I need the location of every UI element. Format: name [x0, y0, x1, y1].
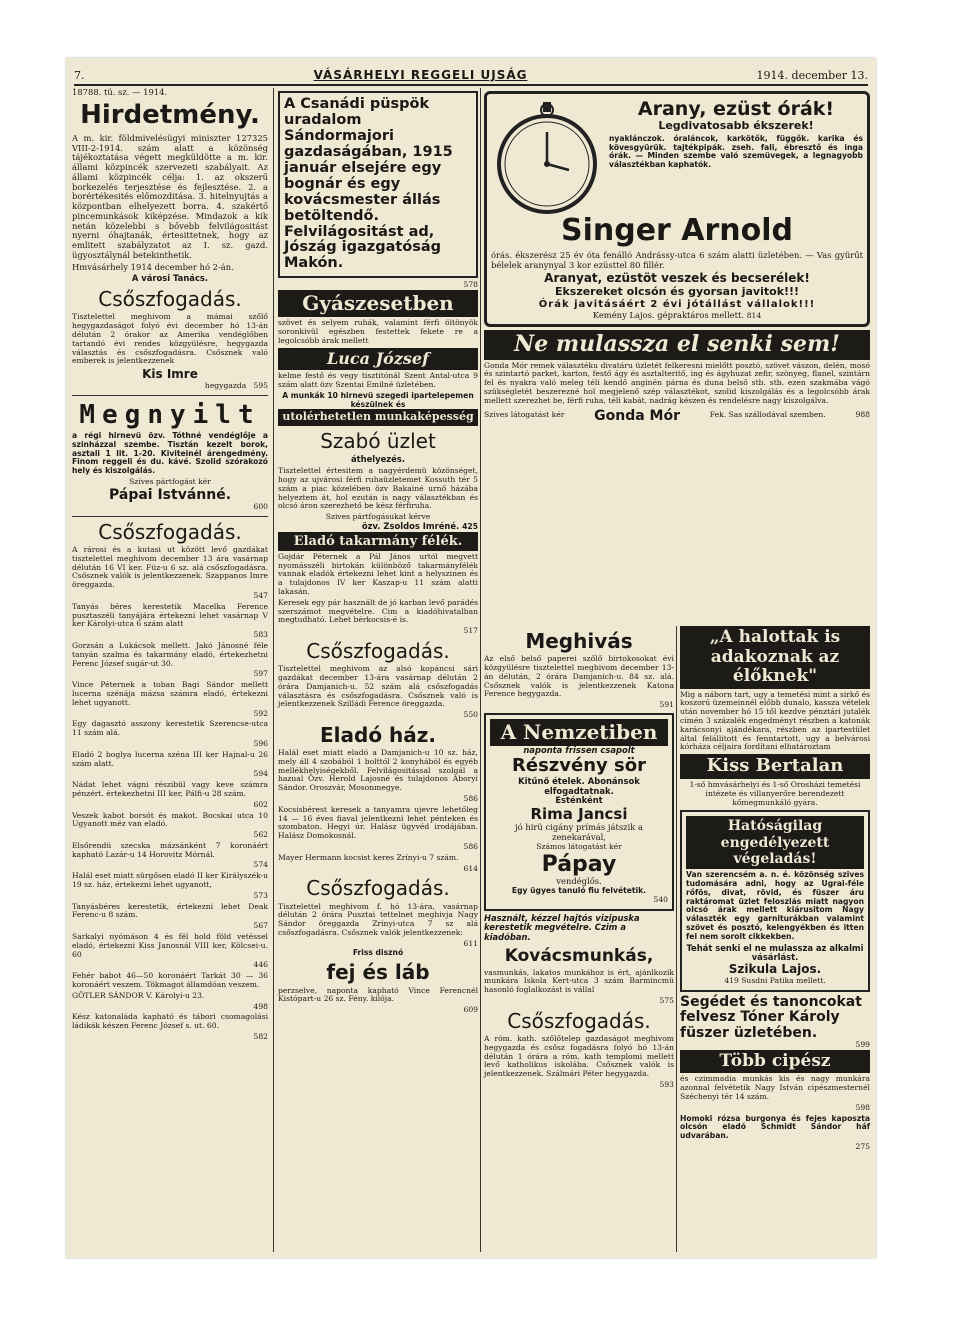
- szabo-sub: áthelyezés.: [350, 454, 406, 465]
- kovacs-title: Kovácsmunkás,: [504, 945, 654, 966]
- column-3-top: [484, 88, 870, 424]
- kiss-body: 1-ső hmvásárhelyi és 1-ső Orosházi temetési intézete és villanyerőre berendezett kőmegmunkáló gyára.: [689, 780, 861, 807]
- csoszfogadas-title: Csőszfogadás.: [98, 519, 242, 544]
- friss: Friss disznó: [352, 947, 404, 957]
- ad-number: 582: [253, 1032, 268, 1042]
- munka: A munkák 10 hirnevü szegedi ipartelepemen készülnek és: [282, 390, 474, 409]
- csoszfogadas-body: A róm. kath. szőlőtelep gazdaságot meghivom hegygazda és csősz fogadásra folyó hó 13-án délután 1 órára a róm. kath templomi mellett levő katholikus iskolába. Csősznek valók is jelentkezzenek. Szálmári Péter hegygazda.: [484, 1033, 674, 1079]
- csanadi-ad: A Csanádi püspök uradalom Sándormajori gazdaságában, 1915 január elsejére egy bognár és egy kovácsmester állás betöltendő. Felvilágositást ad, Jószág igazgatóság Makón.: [278, 91, 478, 278]
- ad-number: 547: [253, 590, 268, 600]
- kemeny: Kemény Lajos. gépraktáros mellett.: [592, 309, 745, 320]
- szabo-sign: özv. Zsoldos Imréné.: [361, 520, 460, 531]
- megnyilt-body: a régi hirnevü özv. Tóthné vendéglője a szinházzal szembe. Tisztán kezelt borok, asztali 1 lit. 1-20. Kiviteinél árengedmény. Finom reggeli és du. kávé. Szolid szórakozó hely és kiszolgálás.: [72, 430, 268, 476]
- pocket-watch-icon: [491, 102, 603, 214]
- ad-number: 591: [659, 700, 674, 710]
- kitono: Kitűnő ételek. Abonánsok elfogadtatnak.: [518, 775, 640, 796]
- column-rule: [480, 88, 481, 1252]
- ad-number: 614: [463, 863, 478, 873]
- ad-number: 602: [253, 799, 268, 809]
- gonda-sub: Szives látogatást kér: [484, 410, 565, 420]
- ad-number: 575: [659, 995, 674, 1005]
- small-ad: Vince Péternek a toban Bagi Sándor mellett lucerna szénája mázsa számra eladó, értekezni lehet ugyanott.: [72, 680, 268, 707]
- column-rule: [273, 88, 274, 1252]
- csoszfogadas-title: Csőszfogadás.: [306, 876, 450, 901]
- gyaszeset-title: Gyászesetben: [278, 290, 478, 317]
- orak: Órák javitásáért 2 évi jótállást vállalok!!!: [538, 298, 816, 310]
- elado-haz-body: Halál eset miatt eladó a Damjanich-u 10 sz. ház, mely áll 4 szobából 1 bolttól 2 konyhából és egyéb mellékhelyiségekből. Felvilágositással szolgál a hazual Özv. Herold Lajosné és tulajdonos Aboryi Sándor. Oroszvár, Mosonmegye.: [278, 748, 478, 793]
- megnyilt-title: Megnyilt: [79, 399, 261, 430]
- small-ad: Gorzsán a Lukácsok mellett. Jakó Jánosné féle tanyán szalma és takarmány eladó, értekezhetni Ferenc József sugár-ut 30.: [72, 640, 268, 668]
- csoszfogadas-body: Tisztelettel meghivom az alsó kopáncsi sári gazdákat december 13-ára vasárnap délután 2 órára Damjanich-u. 52 szám alá csőszfogadás választásra és csőszfogadásra. Csősznek való is jelentkezzenek Szilládi Ference öreggazda.: [278, 664, 478, 709]
- seged: Segédet és tanoncokat felvesz Tóner Károly füszer üzletében.: [680, 993, 862, 1041]
- ad-number: 609: [463, 1005, 478, 1015]
- small-ad: Nádat lehet vágni részibül vagy keve számra pénzért. értekezhetni III ker, Pálfi-u 28 szám.: [72, 780, 268, 798]
- ad-number: 446: [253, 960, 268, 970]
- ad-number: 598: [855, 1102, 870, 1112]
- papay: Pápay: [541, 851, 617, 877]
- halottak-body: Mig a náborn tart, ugy a temetési mint a sirkő és koszorú üzemeinnél előbb dunalo, kassza vételek után november hó 15 től kezdve pénztári jutalék címén 3 százalék engedményt részben a katonák karácsonyi ajándékara, részben az ipartestület által felállitott és fenntartott, ugy a belvárosi kórháza céljaira fordítani elhatároztam: [680, 689, 870, 752]
- aranyat: Aranyat, ezüstöt veszek és becserélek!: [544, 271, 810, 286]
- nemzetiben-ad: [484, 713, 674, 911]
- ad-number: 600: [253, 502, 268, 511]
- hasznalt: Használt, kézzel hajtós vizipuska kerestetik megvételre. Czim a kiadóban.: [484, 912, 640, 943]
- ad-number: 562: [253, 830, 268, 840]
- newspaper-title: VÁSÁRHELYI REGGELI UJSÁG: [313, 68, 528, 82]
- ad-number: 498: [253, 1001, 268, 1011]
- megnyilt-sign: Pápai Istvánné.: [108, 486, 232, 503]
- reszveny: Részvény sör: [512, 754, 646, 776]
- meghivas-body: Az első belső paperei szőlő birtokosokat évi közgyülésre tisztelettel meghivom december 13-án délután, 2 órára Damjanich-u. 84 sz. alá. Csősznek valók is jelentkezzenek Katona Ference hegygazda.: [484, 654, 674, 699]
- ad-number: 594: [253, 769, 268, 779]
- hirdetmeny-sign: A városi Tanács.: [131, 273, 209, 284]
- column-4: [680, 626, 870, 1152]
- small-ad: Elsőrendü szecska mázsánként 7 koronáért kapható Lazár-u 14 Horovitz Mórnál.: [72, 840, 268, 859]
- naponta: naponta frissen csapolt: [523, 745, 635, 756]
- hatosag-title: Hatóságilag engedélyezett végeladás!: [686, 816, 864, 869]
- arany-title: Arany, ezüst órák!: [637, 98, 835, 120]
- takarmany-body: Gojdár Péternek a Pál János urtól megvett nyomásszéli birtokán különböző takarmányfélék vannak eladók értekezni lehet kint a helyszinen és a tulajdonos IV ker Kaszap-u 11 szám alatti lakasán.: [278, 551, 478, 596]
- legdiv: Legdivatosabb ékszerek!: [658, 119, 814, 133]
- tobb-body: és czimmadia munkás kis és nagy munkára azonnal felvétetik Nagy István cipészmesternél Széchenyi tér 14 szám.: [680, 1074, 870, 1102]
- nemzetiben-title: A Nemzetiben: [490, 719, 668, 746]
- column-2: [278, 88, 478, 1015]
- utolerhetetlen: utolérhetetlen munkaképesség: [278, 409, 478, 426]
- luca-title: Luca József: [278, 348, 478, 371]
- ad-number: 517: [463, 626, 478, 636]
- luca-body: kelme festő és vegy tisztitónál Szent Antal-utca 9 szám alatt özv Szentai Emilné üzletében.: [278, 371, 478, 390]
- small-ad: Eladó 2 boglya lucerna széna III ker Hajnal-u 26 szám alatt.: [72, 749, 268, 768]
- csoszfogadas-body: A rárosi és a kutasi ut között levő gazdákat tisztelettel meghivom december 13 ára vasárnap délután 16 VI ker. Füz-u 6 sz. alá csőszfogadásra. Csősznek valók is jelentkezzenek. Szappanos Imre öreggazda.: [72, 544, 268, 590]
- singer-body: órás. ékszerész 25 év óta fenálló Andrássy-utca 6 szám alatti üzletében. — Vas gyürűt bélelek aranynyal 3 kor ezüsttel 80 fillér.: [491, 249, 863, 270]
- small-ads-list: [72, 603, 268, 1042]
- ad-number: 540: [653, 894, 668, 904]
- csoszfogadas-body: Tisztelettel meghivom f. hó 13-ára, vasárnap délután 2 órára Pusztai tettelnet meghivja Nagy Sándor öreggazda Zrinyi-utca 7 sz alá csőszfogadásra. Csősznek valók jelentkezzenek:: [278, 901, 478, 938]
- ekszer: Ekszereket olcsón és gyorsan javitok!!!: [554, 285, 800, 299]
- fej-title: fej és láb: [326, 960, 430, 985]
- small-ad: Tanyásbéres kerestetik, értekezni lehet Deak Ferenc-u 8 szám.: [72, 901, 268, 920]
- column-3b: [484, 626, 674, 1090]
- ne-mulassza: Ne mulassza el senki sem!: [484, 330, 870, 359]
- nyaklanc: nyaklánczok. óraláncok, karkötők, függők. karika és kövesgyürük. tajtékpipák. zseh. fali, ébresztő és inga órák. — Minden szembe való szemüvegek, a legnagyobb választékban kaphatók.: [609, 133, 863, 170]
- ad-number: 597: [253, 669, 268, 679]
- takarmany-title: Eladó takarmány félék.: [278, 532, 478, 551]
- newspaper-page: [66, 58, 876, 1258]
- mayer-body: Mayer Hermann kocsist keres Zrínyi-u 7 szám.: [278, 852, 459, 862]
- page-number: 7.: [74, 69, 85, 82]
- tehat: Tehát senki el ne mulassza az alkalmi vásárlást.: [686, 942, 864, 963]
- homoki: Homoki rózsa burgonya és fejes kaposzta olcsón eladó Schmidt Sándor háf udvarában.: [680, 1113, 870, 1141]
- kiss-title: Kiss Bertalan: [680, 754, 870, 779]
- hirdetmeny-title: Hirdetmény.: [80, 99, 260, 130]
- ad-number: 611: [463, 938, 478, 948]
- ad-number: 586: [463, 794, 478, 804]
- megnyilt-sub: Szíves pártfogást kér: [129, 476, 211, 486]
- szikula-addr: 419 Susdni Patika mellett.: [724, 975, 826, 985]
- cigany: jó hirü cigány prímás játszik a zenekarával,: [515, 822, 643, 843]
- signature: Kis Imre: [142, 367, 198, 382]
- felvetetik: Egy ügyes tanuló fiu felvétetik.: [511, 885, 647, 895]
- ad-number: 596: [253, 738, 268, 748]
- csoszfogadas-title: Csőszfogadás.: [507, 1008, 651, 1033]
- halottak-title: „A halottak is adakoznak az élőknek": [680, 626, 870, 689]
- gyaszeset-body: szövet és selyem ruhák, valamint férfi öltönyök soronkivül egészben festettek fekete re a legolcsóbb árak mellett: [278, 318, 478, 345]
- ad-number: 599: [855, 1039, 870, 1049]
- small-ad: Fehér babot 46—50 koronáért Tarkát 30 — 36 koronáért veszem. Tökmagot államdóan veszem.: [72, 971, 268, 990]
- szabo-body: Tisztelettel értesitem a nagyérdemü közönséget, hogy az ujvárosi férfi ruhaüzletemet Kossuth tér 5 szám a piac közelében özv Bakainé urnő házába helyeztem át, hol ezután is nagy választékban és olcsó áron szerezhető be kész férfiruha.: [278, 466, 478, 511]
- ad-number: 425: [462, 521, 478, 531]
- small-ad: Halál eset miatt sürgősen eladó II ker Királyszék-u 19 sz. ház, értekezni lehet ugyanott,: [72, 871, 268, 890]
- hirdetmeny-date: Hmvásárhely 1914 december hó 2-án.: [72, 261, 234, 272]
- szabo-title: Szabó üzlet: [320, 429, 436, 454]
- ad-number: 593: [659, 1079, 674, 1089]
- ad-number: 988: [855, 410, 870, 420]
- ad-number: 592: [253, 708, 268, 718]
- hatosag-ad: [680, 810, 870, 991]
- small-ad: Sarkalyi nyómáson 4 és fél hold föld vetéssel eladó, értekezni Kiss Janosnál VIII ker, Kölcsei-u. 60: [72, 932, 268, 959]
- rima: Rima Jancsi: [530, 805, 628, 824]
- fej-body: perzselve, naponta kapható Vince Ferencnél Kistópart-u 26 sz. Fény. kilója.: [278, 985, 478, 1004]
- singer-title: Singer Arnold: [560, 213, 794, 248]
- ad-number: 550: [463, 710, 478, 720]
- gonda-sign: Gonda Mór: [594, 407, 680, 424]
- small-ad: GÖTLER SÁNDOR V. Károlyi-u 23.: [72, 990, 205, 1000]
- ad-number: 814: [746, 310, 762, 320]
- keresek-body: Keresek egy pár használt de jó karban levő parádés szerszámot megvételre. Cim a kiadóhivatalban megtudható. Lehet bérkocsis-é is.: [278, 597, 478, 625]
- reference-number: 18788. tü. sz. — 1914.: [72, 87, 168, 97]
- hirdetmeny-body: A m. kir. földmivelésügyi miniszter 127325 VIII-2-1914. szám alatt a közönség tájékoztatása végett megküldötte a m. kir. állami közpincék szervezeti szabályait. Az állami közpincék célja: 1. az okszerű borkezelés terjesztése és fejlesztése. 2. a borértékesités előmozditása. 3. hitelnyujtás a központban elhelyezett borra. 4. szakértő pincemunkások kiképzése. Mindazok a kik netán közelebbi s bővebb felvilágositást nyerni óhajtanák, értesittetnek, hogy az emlitett szabályzatot az I. sz. gazd. ügyosztálynál betekinthetik.: [72, 132, 268, 260]
- szamos: Számos látogatást kér: [536, 841, 622, 851]
- ad-number: 595: [253, 381, 268, 391]
- ad-number: 583: [253, 630, 268, 640]
- small-ad: Kész katonaláda kapható és tábori csomagolási ládikák készen Ferenc József s. ut. 60.: [72, 1012, 268, 1031]
- ad-number: 275: [855, 1142, 870, 1152]
- column-1: [72, 88, 268, 1042]
- szikula: Szikula Lajos.: [728, 962, 822, 977]
- issue-date: 1914. december 13.: [756, 69, 868, 82]
- csoszfogadas-title: Csőszfogadás.: [98, 287, 242, 312]
- page-header: [74, 64, 868, 86]
- small-ad: Egy dagasztó asszony kerestetik Szerencse-utca 11 szám alá.: [72, 719, 268, 738]
- estenkent: Esténként: [555, 795, 603, 806]
- ad-number: 574: [253, 860, 268, 870]
- gonda-body: Gonda Mór remek választéku divatáru üzletét felkeresni mielőtt posztó, szövet vászon, delén, mosó és szintartó parket, karton, festő ágy és asztalteritő, ing és ágyhuzat zefir, szönyeg, flanel, szintárn fel és nyakra való meleg téli kendő anginén párna és duna belső stb. stb. ezen szakmába vágó szükségletét beszerezné hol megjelenő szép választékot, szolid kiszolgálás és a legolcsóbb árak mellett szerezhet be, férfi ruha, téli kabát, nadrág készen és rendelésre nagy kiszolgálva.: [484, 360, 870, 405]
- meghivas-title: Meghivás: [525, 629, 633, 653]
- role: hegygazda: [204, 381, 247, 391]
- ad-number: 567: [253, 921, 268, 931]
- ad-number: 578: [463, 280, 478, 290]
- csoszfogadas-title: Csőszfogadás.: [306, 638, 450, 663]
- kocsis-body: Kocsisbérest keresek a tanyamra ujevre lehetőleg 14 — 16 éves fiaval jelentkezni lehet pénteken és szombaton. Hegyi úr. Halász ügyvéd irodájában. Halász Domokosnál.: [278, 804, 478, 841]
- vendeglos: vendéglős.: [556, 876, 602, 887]
- elado-haz-title: Eladó ház.: [319, 722, 436, 747]
- ad-number: 573: [253, 890, 268, 900]
- ad-number: 586: [463, 842, 478, 852]
- hatosag-body: Van szerencsém a. n. é. közönség szives tudomására adni, hogy az Ugrai-féle rőfös, divat, rövid, és füszer áru raktáromat üzlet feloszlás miatt nagyon olcsó árak mellett kiárusitom Nagy választék egy garniturákban valamint szövet és posztó, kelengyékben és itten fel nem sorolt cikkekben.: [686, 870, 864, 941]
- csoszfogadas-body: Tisztelettel meghivom a mámai szőlő hegygazdaságot folyó évi december hó 13-án délután 2 órakor az Amerika vendéglőben tartandó évi rendes közgyülésre, hegygazda választás és csőszfogadásra. Csősznek való emberek is jelentkezzenek: [72, 312, 268, 366]
- kovacs-body: vasmunkás, lakatos munkához is ért, ajánlkozik munkára Iskola Kert-utca 3 szám Barmincmü hasonló foglalkozást is vállal: [484, 967, 674, 995]
- small-ad: Tanyás béres kerestetik Macelka Ference pusztaszéli tanyájára értekezni lehet vasárnap V ker Károlyi-utca 6 szám alatt: [72, 601, 268, 629]
- small-ad: Veszek kabot borsót és makot. Bocskai utca 10 Ugyanott méz van eladó.: [72, 810, 268, 829]
- column-rule: [676, 626, 677, 1252]
- singer-ad: [484, 91, 870, 327]
- tobb-title: Több cipész: [680, 1050, 870, 1074]
- gonda-addr: Fek. Sas szállodával szemben.: [709, 410, 826, 420]
- szabo-sub2: Szives pártfogásukat kérve: [325, 512, 431, 522]
